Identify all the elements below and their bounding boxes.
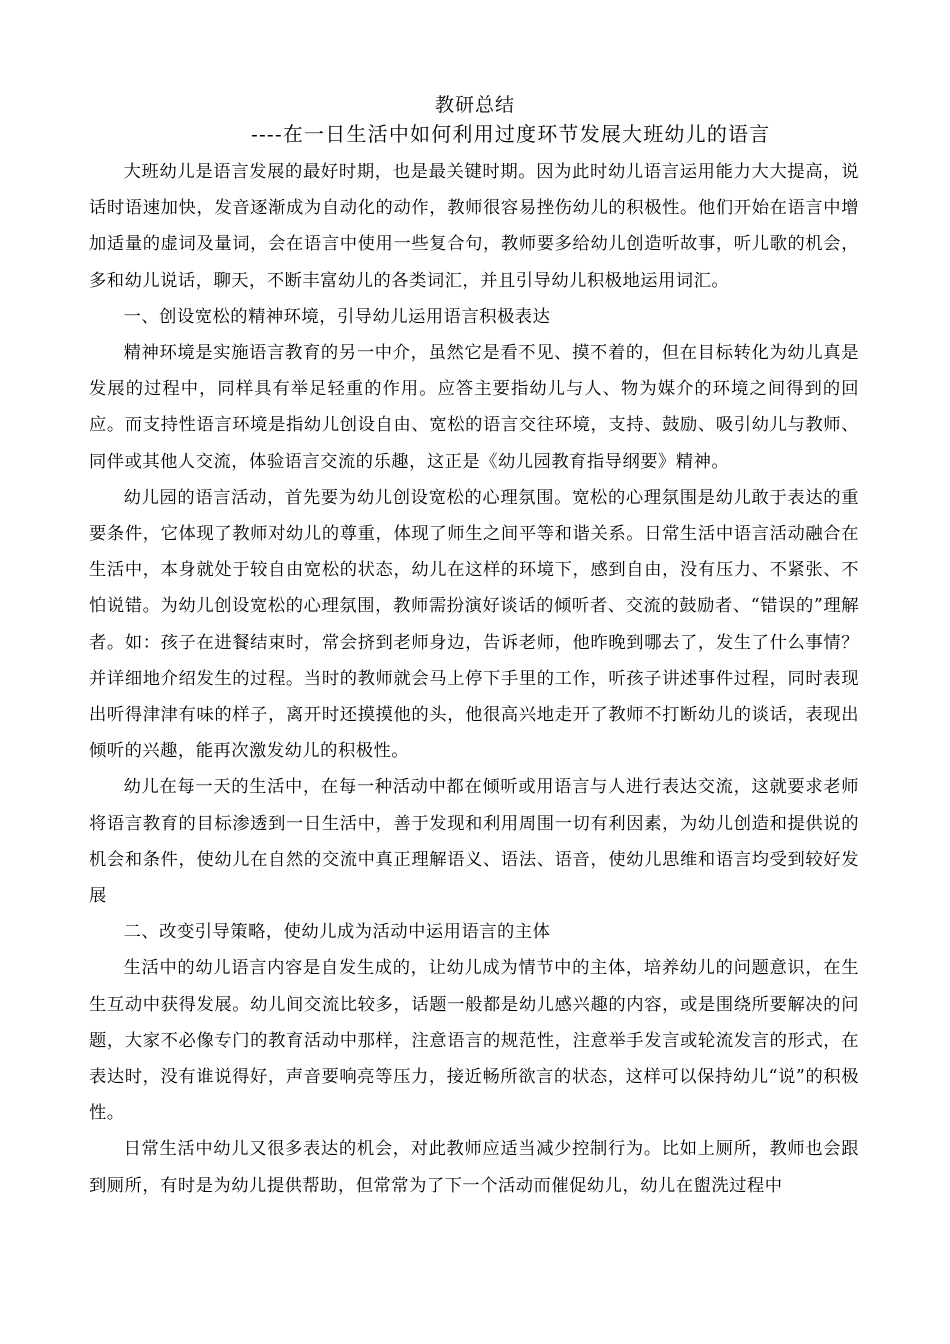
paragraph: 幼儿园的语言活动，首先要为幼儿创设宽松的心理氛围。宽松的心理氛围是幼儿敢于表达的重要条件，它体现了教师对幼儿的尊重，体现了师生之间平等和谐关系。日常生活中语言活动融合在生活中，本身就处于较自由宽松的状态，幼儿在这样的环境下，感到自由，没有压力、不紧张、不怕说错。为幼儿创设宽松的心理氛围，教师需扮演好谈话的倾听者、交流的鼓励者、“错误的”理解者。如：孩子在进餐结束时，常会挤到老师身边，告诉老师，他昨晚到哪去了，发生了什么事情？并详细地介绍发生的过程。当时的教师就会马上停下手里的工作，听孩子讲述事件过程，同时表现出听得津津有味的样子，离开时还摸摸他的头，他很高兴地走开了教师不打断幼儿的谈话，表现出倾听的兴趣，能再次激发幼儿的积极性。 <box>89 487 859 762</box>
section-heading-1: 一、创设宽松的精神环境，引导幼儿运用语言积极表达 <box>123 306 551 327</box>
paragraph: 精神环境是实施语言教育的另一中介，虽然它是看不见、摸不着的，但在目标转化为幼儿真是发展的过程中，同样具有举足轻重的作用。应答主要指幼儿与人、物为媒介的环境之间得到的回应。而支持性语言环境是指幼儿创设自由、宽松的语言交往环境，支持、鼓励、吸引幼儿与教师、同伴或其他人交流，体验语言交流的乐趣，这正是《幼儿园教育指导纲要》精神。 <box>89 343 859 472</box>
document-title: 教研总结 <box>434 94 515 116</box>
document-body <box>89 154 859 1204</box>
paragraph: 生活中的幼儿语言内容是自发生成的，让幼儿成为情节中的主体，培养幼儿的问题意识，在生生互动中获得发展。幼儿间交流比较多，话题一般都是幼儿感兴趣的内容，或是围绕所要解决的问题，大家不必像专门的教育活动中那样，注意语言的规范性，注意举手发言或轮流发言的形式，在表达时，没有谁说得好，声音要响亮等压力，接近畅所欲言的状态，这样可以保持幼儿“说”的积极性。 <box>89 958 859 1124</box>
paragraph: 幼儿在每一天的生活中，在每一种活动中都在倾听或用语言与人进行表达交流，这就要求老师将语言教育的目标渗透到一日生活中，善于发现和利用周围一切有利因素，为幼儿创造和提供说的机会和条件，使幼儿在自然的交流中真正理解语义、语法、语音，使幼儿思维和语言均受到较好发展 <box>89 777 859 907</box>
paragraph-intro: 大班幼儿是语言发展的最好时期，也是最关键时期。因为此时幼儿语言运用能力大大提高，说话时语速加快，发音逐渐成为自动化的动作，教师很容易挫伤幼儿的积极性。他们开始在语言中增加适量的虚词及量词，会在语言中使用一些复合句，教师要多给幼儿创造听故事，听儿歌的机会，多和幼儿说话，聊天，不断丰富幼儿的各类词汇，并且引导幼儿积极地运用词汇。 <box>89 162 859 291</box>
section-heading-2: 二、改变引导策略，使幼儿成为活动中运用语言的主体 <box>123 922 551 943</box>
document-subtitle: ----在一日生活中如何利用过度环节发展大班幼儿的语言 <box>251 122 771 146</box>
paragraph: 日常生活中幼儿又很多表达的机会，对此教师应适当减少控制行为。比如上厕所，教师也会跟到厕所，有时是为幼儿提供帮助，但常常为了下一个活动而催促幼儿，幼儿在盥洗过程中 <box>89 1139 859 1196</box>
